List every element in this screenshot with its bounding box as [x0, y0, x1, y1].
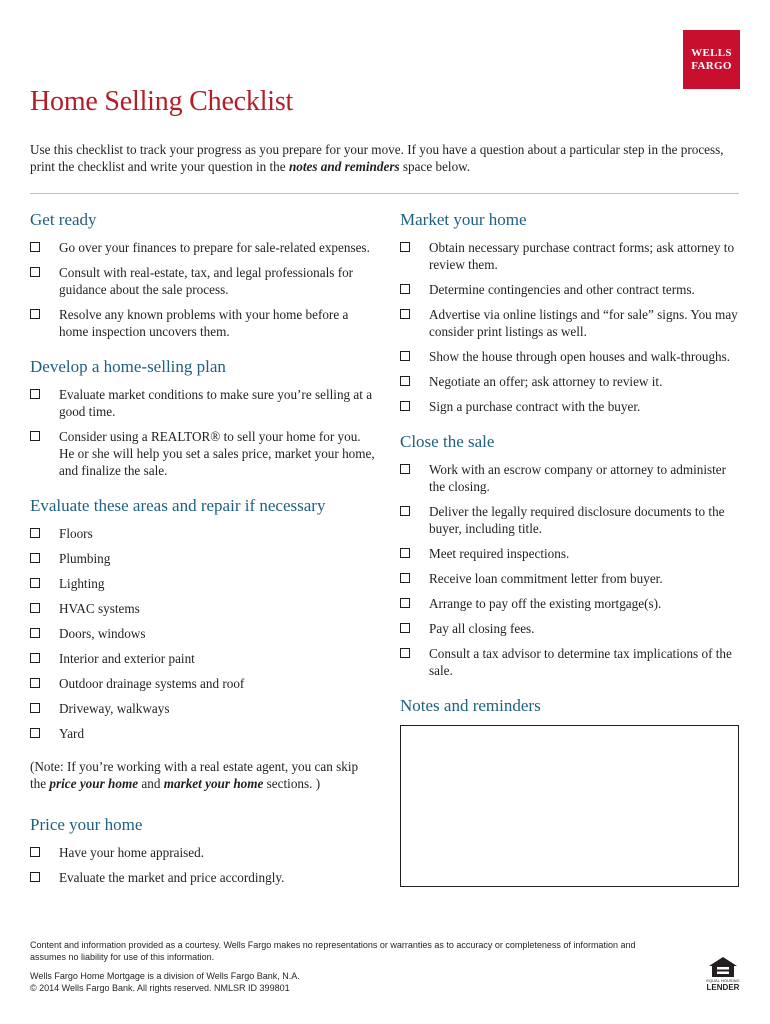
checklist-item-text: Driveway, walkways	[59, 701, 170, 716]
checklist-item-text: Sign a purchase contract with the buyer.	[429, 399, 641, 414]
section-get-ready	[30, 209, 375, 340]
section-heading-develop-a-home-selling-plan: Develop a home-selling plan	[30, 357, 226, 376]
checkbox[interactable]	[30, 728, 40, 738]
checklist-item-text: Show the house through open houses and walk-throughs.	[429, 349, 731, 364]
checklist-item-text: Evaluate the market and price accordingly.	[59, 870, 285, 885]
logo-line2: FARGO	[691, 59, 732, 72]
checklist-item-text: Meet required inspections.	[429, 546, 570, 561]
checklist-item	[30, 700, 375, 717]
checklist-item	[400, 570, 740, 587]
checklist-item-text: Obtain necessary purchase contract forms; ask attorney to review them.	[429, 240, 735, 272]
checkbox[interactable]	[400, 376, 410, 386]
right-column	[400, 209, 740, 903]
footer-line2: © 2014 Wells Fargo Bank. All rights reserved. NMLSR ID 399801	[30, 982, 290, 993]
checklist-item-text: Lighting	[59, 576, 105, 591]
section-price-your-home	[30, 814, 375, 886]
checklist-item	[400, 398, 740, 415]
checklist-item	[30, 844, 375, 861]
checklist-item-text: Doors, windows	[59, 626, 146, 641]
checkbox[interactable]	[400, 648, 410, 658]
checklist-item	[30, 306, 375, 340]
checklist-item-text: Plumbing	[59, 551, 111, 566]
checkbox[interactable]	[30, 628, 40, 638]
checklist-item	[400, 373, 740, 390]
checkbox[interactable]	[400, 623, 410, 633]
checklist-item	[400, 281, 740, 298]
checklist-item-text: Resolve any known problems with your home before a home inspection uncovers them.	[59, 307, 349, 339]
checklist-item	[30, 525, 375, 542]
equal-housing-lender-logo	[704, 956, 742, 992]
checkbox[interactable]	[30, 553, 40, 563]
checklist-item	[30, 264, 375, 298]
checkbox[interactable]	[30, 678, 40, 688]
section-heading-price-your-home: Price your home	[30, 815, 143, 834]
left-column	[30, 209, 375, 902]
checklist-item	[30, 650, 375, 667]
agent-note: (Note: If you’re working with a real estate agent, you can skip the price your home and market your home sections. )	[30, 759, 359, 791]
checklist-item-text: Have your home appraised.	[59, 845, 205, 860]
checklist-item	[400, 306, 740, 340]
section-develop-a-home-selling-plan	[30, 356, 375, 479]
house-icon	[708, 956, 738, 978]
checkbox[interactable]	[30, 528, 40, 538]
footer-disclaimer: Content and information provided as a courtesy. Wells Fargo makes no representations or warranties as to accuracy or completeness of information and assumes no liability for use of this information.	[30, 940, 636, 962]
checkbox[interactable]	[30, 267, 40, 277]
intro-text: Use this checklist to track your progress as you prepare for your move. If you have a question about a particular step in the process, print the checklist and write your question in the notes and reminders space below.	[30, 142, 724, 174]
checkbox[interactable]	[30, 389, 40, 399]
checklist-item-text: Evaluate market conditions to make sure you’re selling at a good time.	[59, 387, 373, 419]
checkbox[interactable]	[30, 578, 40, 588]
checklist-item	[400, 545, 740, 562]
section-heading-evaluate-these-areas-and-repair-if-necessary: Evaluate these areas and repair if necessary	[30, 496, 326, 515]
logo-line1: WELLS	[691, 46, 732, 59]
checklist-item-text: Floors	[59, 526, 93, 541]
section-heading-market-your-home: Market your home	[400, 210, 527, 229]
checkbox[interactable]	[400, 506, 410, 516]
checkbox[interactable]	[30, 703, 40, 713]
checkbox[interactable]	[400, 548, 410, 558]
checkbox[interactable]	[30, 872, 40, 882]
checklist-item	[30, 869, 375, 886]
checklist-item-text: Receive loan commitment letter from buyer.	[429, 571, 663, 586]
checklist-item-text: Work with an escrow company or attorney to administer the closing.	[429, 462, 727, 494]
checklist-item	[30, 725, 375, 742]
checkbox[interactable]	[400, 598, 410, 608]
checklist-item-text: Arrange to pay off the existing mortgage(s).	[429, 596, 662, 611]
ehl-big-text: LENDER	[706, 983, 740, 992]
checklist-item-text: Go over your finances to prepare for sale-related expenses.	[59, 240, 370, 255]
checklist-item-text: Outdoor drainage systems and roof	[59, 676, 245, 691]
checkbox[interactable]	[400, 464, 410, 474]
checklist-item	[30, 675, 375, 692]
checklist-item-text: Deliver the legally required disclosure documents to the buyer, including title.	[429, 504, 725, 536]
section-evaluate-these-areas-and-repair-if-necessary	[30, 495, 375, 742]
checklist-item-text: Consider using a REALTOR® to sell your home for you. He or she will help you set a sales price, market your home, and finalize the sale.	[59, 429, 375, 478]
section-market-your-home	[400, 209, 740, 415]
divider	[30, 193, 739, 194]
checklist-item	[400, 645, 740, 679]
section-close-the-sale	[400, 431, 740, 679]
checklist-item-text: Yard	[59, 726, 85, 741]
section-heading-notes: Notes and reminders	[400, 696, 541, 715]
checklist-item	[30, 239, 375, 256]
checklist-item	[400, 239, 740, 273]
checkbox[interactable]	[30, 309, 40, 319]
section-heading-close-the-sale: Close the sale	[400, 432, 495, 451]
checkbox[interactable]	[400, 351, 410, 361]
page-title: Home Selling Checklist	[30, 86, 294, 117]
footer-line1: Wells Fargo Home Mortgage is a division of Wells Fargo Bank, N.A.	[30, 971, 300, 981]
notes-section	[400, 695, 740, 887]
checklist-item	[400, 620, 740, 637]
wells-fargo-logo	[683, 30, 740, 89]
checklist-item-text: Interior and exterior paint	[59, 651, 195, 666]
checklist-item	[30, 625, 375, 642]
checkbox[interactable]	[400, 573, 410, 583]
checklist-item-text: Determine contingencies and other contract terms.	[429, 282, 695, 297]
checklist-item	[400, 461, 740, 495]
checklist-item-text: Pay all closing fees.	[429, 621, 535, 636]
checkbox[interactable]	[30, 847, 40, 857]
checkbox[interactable]	[400, 309, 410, 319]
checklist-item	[400, 503, 740, 537]
section-heading-get-ready: Get ready	[30, 210, 97, 229]
checkbox[interactable]	[400, 284, 410, 294]
checklist-item	[30, 550, 375, 567]
checkbox[interactable]	[30, 242, 40, 252]
footer	[30, 940, 670, 994]
checkbox[interactable]	[400, 401, 410, 411]
checklist-item	[30, 575, 375, 592]
checklist-item	[400, 348, 740, 365]
checklist-item	[30, 600, 375, 617]
checklist-item	[30, 428, 375, 479]
checklist-item-text: Consult a tax advisor to determine tax implications of the sale.	[429, 646, 732, 678]
checkbox[interactable]	[30, 653, 40, 663]
checklist-item-text: HVAC systems	[59, 601, 140, 616]
checklist-item-text: Negotiate an offer; ask attorney to review it.	[429, 374, 663, 389]
checkbox[interactable]	[30, 603, 40, 613]
ehl-small-text: EQUAL HOUSING	[706, 978, 740, 983]
checkbox[interactable]	[30, 431, 40, 441]
checklist-item	[400, 595, 740, 612]
notes-box[interactable]	[400, 725, 739, 887]
checkbox[interactable]	[400, 242, 410, 252]
checklist-item-text: Advertise via online listings and “for sale” signs. You may consider print listings as well.	[429, 307, 738, 339]
checklist-item-text: Consult with real-estate, tax, and legal professionals for guidance about the sale process.	[59, 265, 354, 297]
checklist-item	[30, 386, 375, 420]
